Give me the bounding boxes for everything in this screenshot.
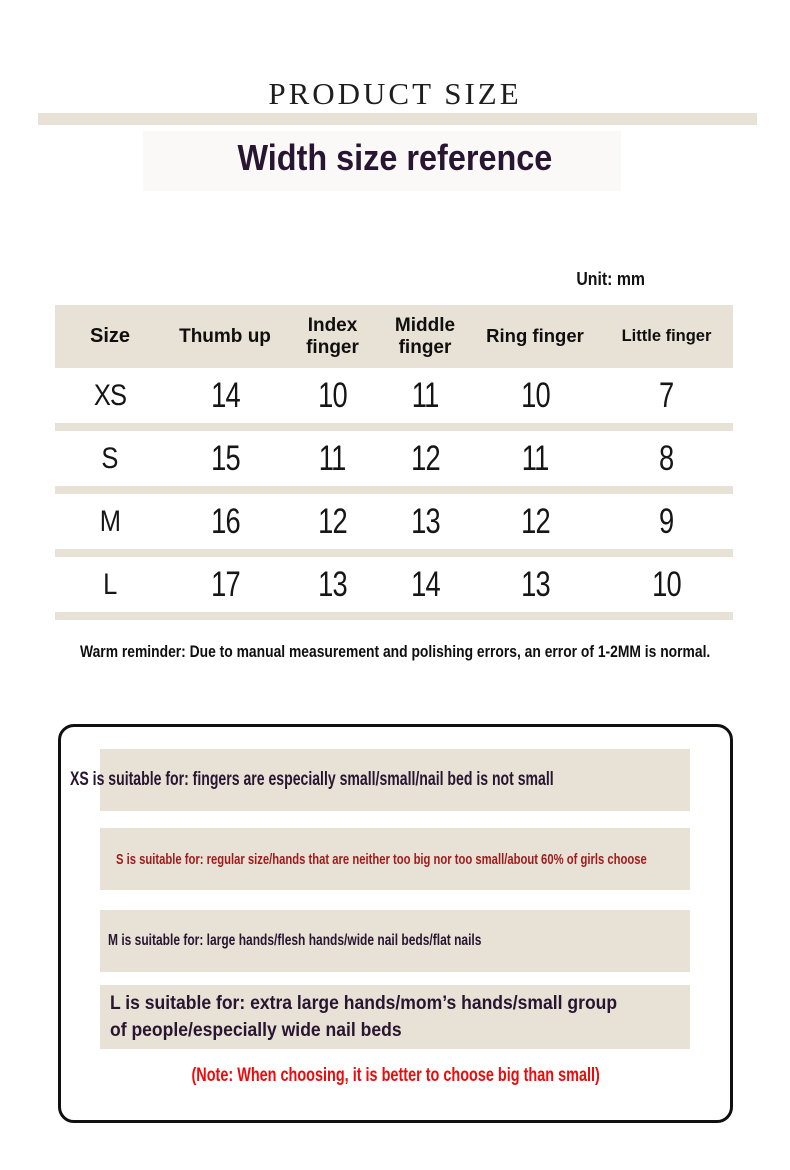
measurement-value: 10 — [652, 564, 681, 604]
section-heading-text: Width size reference — [237, 137, 553, 178]
measurement-value: 11 — [521, 438, 549, 478]
suitability-text-xs: XS is suitable for: fingers are especially small/small/nail bed is not small — [70, 769, 554, 790]
suitability-row-xs — [70, 749, 690, 811]
choosing-note — [61, 1065, 730, 1087]
measurement-value: 12 — [410, 438, 440, 478]
measurement-value: 13 — [318, 564, 347, 604]
title-divider — [38, 113, 757, 125]
size-label: M — [99, 504, 121, 538]
row-separator — [55, 612, 733, 620]
column-header-ring-finger: Ring finger — [486, 325, 584, 347]
size-table — [55, 305, 733, 620]
suitability-row-l — [100, 985, 690, 1049]
row-separator — [55, 423, 733, 431]
measurement-value: 10 — [520, 375, 550, 415]
suitability-text-s: S is suitable for: regular size/hands that are neither too big nor too small/about 60% of girls choose — [116, 850, 647, 868]
table-row-s — [55, 431, 733, 486]
suitability-row-s — [100, 828, 690, 890]
suitability-text-m: M is suitable for: large hands/flesh hands/wide nail beds/flat nails — [108, 932, 482, 949]
measurement-value: 12 — [318, 501, 347, 541]
size-label: XS — [93, 378, 127, 412]
measurement-value: 16 — [210, 501, 240, 541]
column-header-index-finger: Index finger — [306, 315, 359, 358]
measurement-value: 17 — [210, 564, 240, 604]
row-separator — [55, 486, 733, 494]
measurement-value: 15 — [210, 438, 240, 478]
warm-reminder-text: Warm reminder: Due to manual measurement and polishing errors, an error of 1-2MM is normal. — [79, 643, 711, 661]
row-separator — [55, 549, 733, 557]
suitability-row-m — [100, 910, 690, 972]
measurement-value: 14 — [210, 375, 240, 415]
choosing-note-text: (Note: When choosing, it is better to choose big than small) — [191, 1065, 600, 1086]
column-header-little-finger: Little finger — [621, 327, 712, 346]
measurement-value: 8 — [659, 438, 674, 478]
measurement-value: 13 — [410, 501, 440, 541]
column-header-middle-finger: Middle finger — [394, 315, 456, 358]
table-header-row — [55, 305, 733, 368]
measurement-value: 14 — [410, 564, 440, 604]
measurement-value: 12 — [520, 501, 550, 541]
warm-reminder — [0, 643, 790, 662]
section-heading — [0, 137, 790, 179]
measurement-value: 7 — [659, 375, 674, 415]
table-row-m — [55, 494, 733, 549]
page-title: PRODUCT SIZE — [268, 76, 522, 111]
measurement-value: 11 — [319, 438, 346, 478]
size-label: S — [101, 441, 119, 475]
measurement-value: 13 — [520, 564, 550, 604]
column-header-size: Size — [89, 325, 131, 348]
unit-label-text: Unit: mm — [576, 269, 645, 289]
table-row-xs — [55, 368, 733, 423]
table-row-l — [55, 557, 733, 612]
measurement-value: 9 — [659, 501, 674, 541]
measurement-value: 11 — [411, 375, 439, 415]
size-label: L — [103, 567, 117, 601]
suitability-box — [58, 724, 733, 1123]
measurement-value: 10 — [318, 375, 347, 415]
unit-label — [567, 269, 645, 290]
column-header-thumb: Thumb up — [179, 325, 271, 347]
suitability-text-l: L is suitable for: extra large hands/mom’s hands/small group of people/especially wide nail beds — [110, 991, 618, 1041]
